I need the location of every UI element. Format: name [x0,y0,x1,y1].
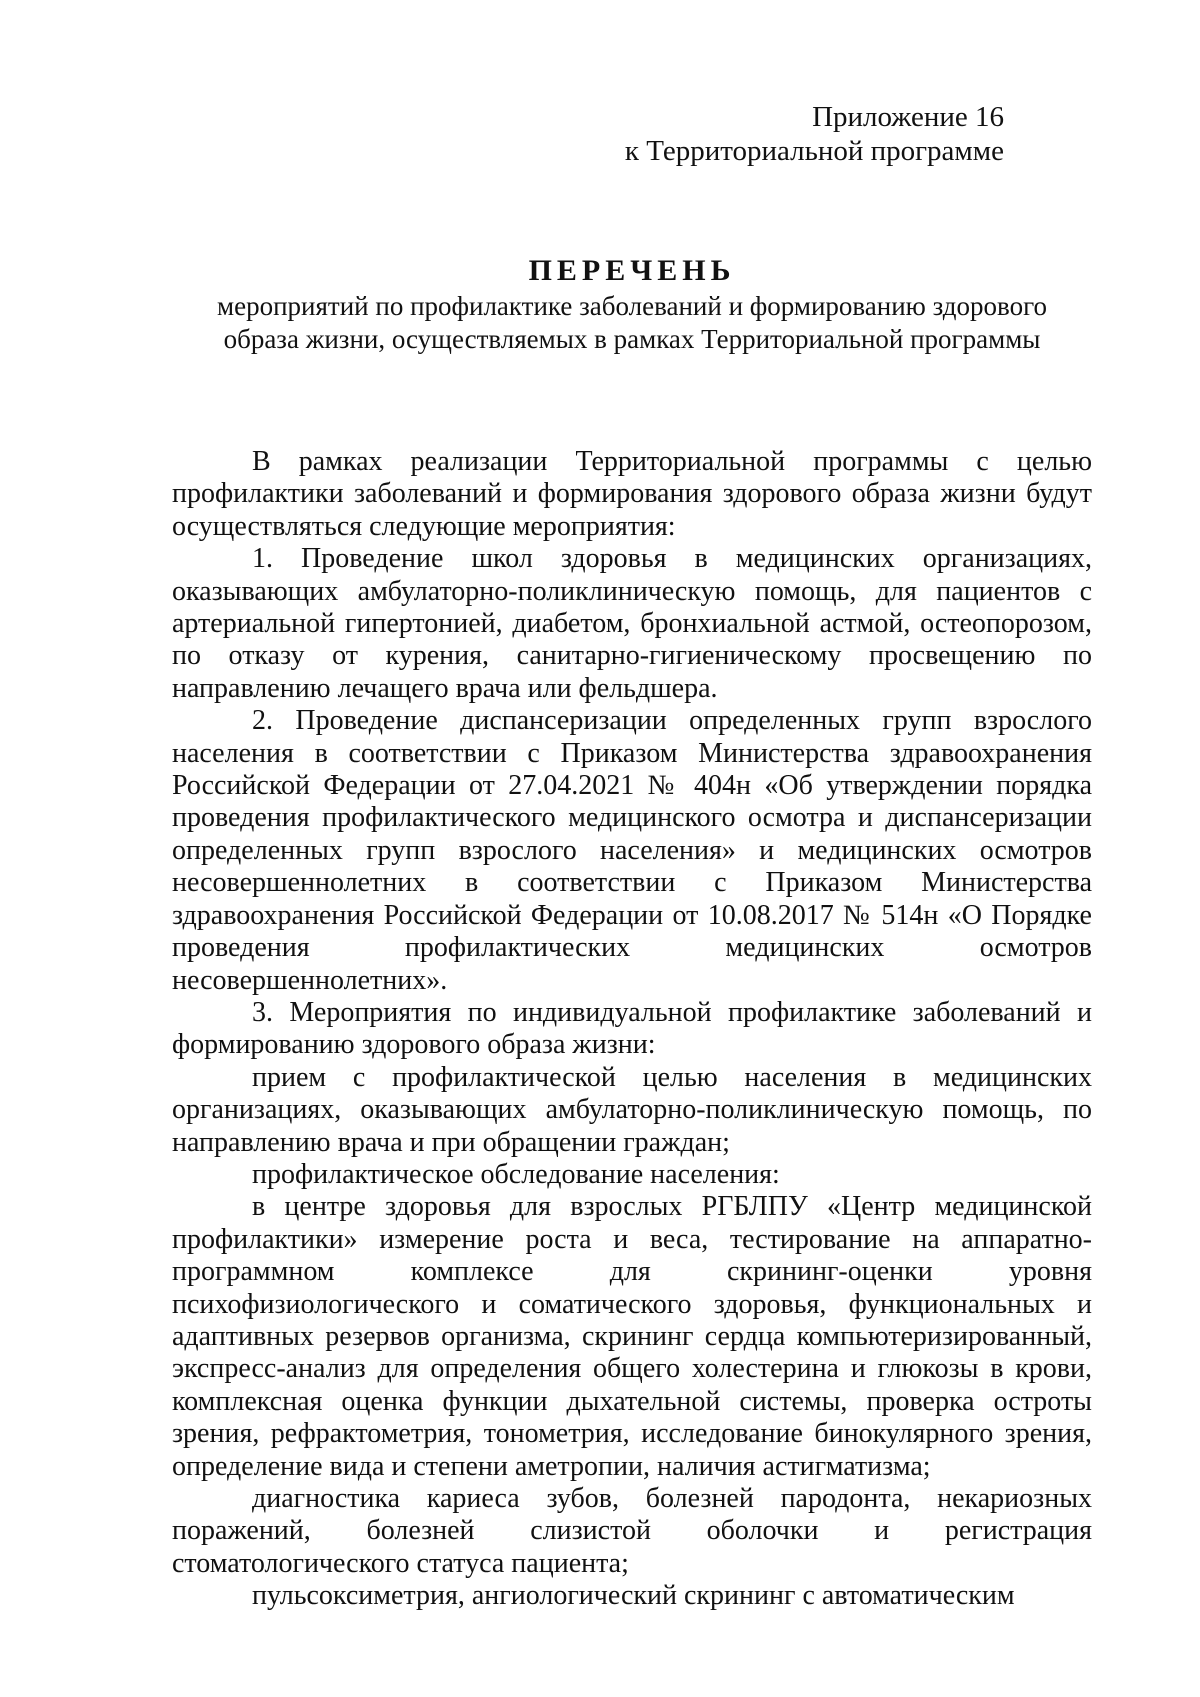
paragraph-examination: профилактическое обследование населения: [252,1158,780,1190]
annex-number: Приложение 16 [812,101,1004,133]
paragraph-item-3: 3. Мероприятия по индивидуальной профилактике заболеваний и формированию здорового образа жизни: [172,996,1092,1061]
paragraph-reception: прием с профилактической целью населения в медицинских организациях, оказывающих амбулаторно-поликлиническую помощь, по направлению врача и при обращении граждан; [172,1061,1092,1158]
document-subtitle-line-2: образа жизни, осуществляемых в рамках Территориальной программы [223,324,1041,354]
paragraph-health-center: в центре здоровья для взрослых РГБЛПУ «Центр медицинской профилактики» измерение роста и веса, тестирование на аппаратно-программном комплексе для скрининг-оценки уровня психофизиологического и соматического здоровья, функциональных и адаптивных резервов организма, скрининг сердца компьютеризированный, экспресс-анализ для определения общего холестерина и глюкозы в крови, комплексная оценка функции дыхательной системы, проверка остроты зрения, рефрактометрия, тонометрия, исследование бинокулярного зрения, определение вида и степени аметропии, наличия астигматизма; [172,1191,1092,1482]
annex-reference [625,100,1004,168]
annex-program-ref: к Территориальной программе [624,135,1004,167]
title-block [172,252,1092,356]
paragraph-dental: диагностика кариеса зубов, болезней пародонта, некариозных поражений, болезней слизистой оболочки и регистрация стоматологического статуса пациента; [172,1483,1092,1579]
paragraph-item-1: 1. Проведение школ здоровья в медицинских организациях, оказывающих амбулаторно-поликлиническую помощь, для пациентов с артериальной гипертонией, диабетом, бронхиальной астмой, остеопорозом, по отказу от курения, санитарно-гигиеническому просвещению по направлению лечащего врача или фельдшера. [172,543,1092,704]
body-text [172,446,1092,1613]
paragraph-intro: В рамках реализации Территориальной программы с целью профилактики заболеваний и формирования здорового образа жизни будут осуществляться следующие мероприятия: [172,446,1092,542]
document-subtitle-line-1: мероприятий по профилактике заболеваний и формированию здорового [217,291,1047,321]
paragraph-item-2: 2. Проведение диспансеризации определенных групп взрослого населения в соответствии с Приказом Министерства здравоохранения Российской Федерации от 27.04.2021 № 404н «Об утверждении порядка проведения профилактического медицинского осмотра и диспансеризации определенных групп взрослого населения» и медицинских осмотров несовершеннолетних в соответствии с Приказом Министерства здравоохранения Российской Федерации от 10.08.2017 № 514н «О Порядке проведения профилактических медицинских осмотров несовершеннолетних». [172,705,1092,996]
document-title: ПЕРЕЧЕНЬ [528,254,736,287]
paragraph-pulse-oximetry: пульсоксиметрия, ангиологический скрининг с автоматическим [252,1580,1015,1612]
